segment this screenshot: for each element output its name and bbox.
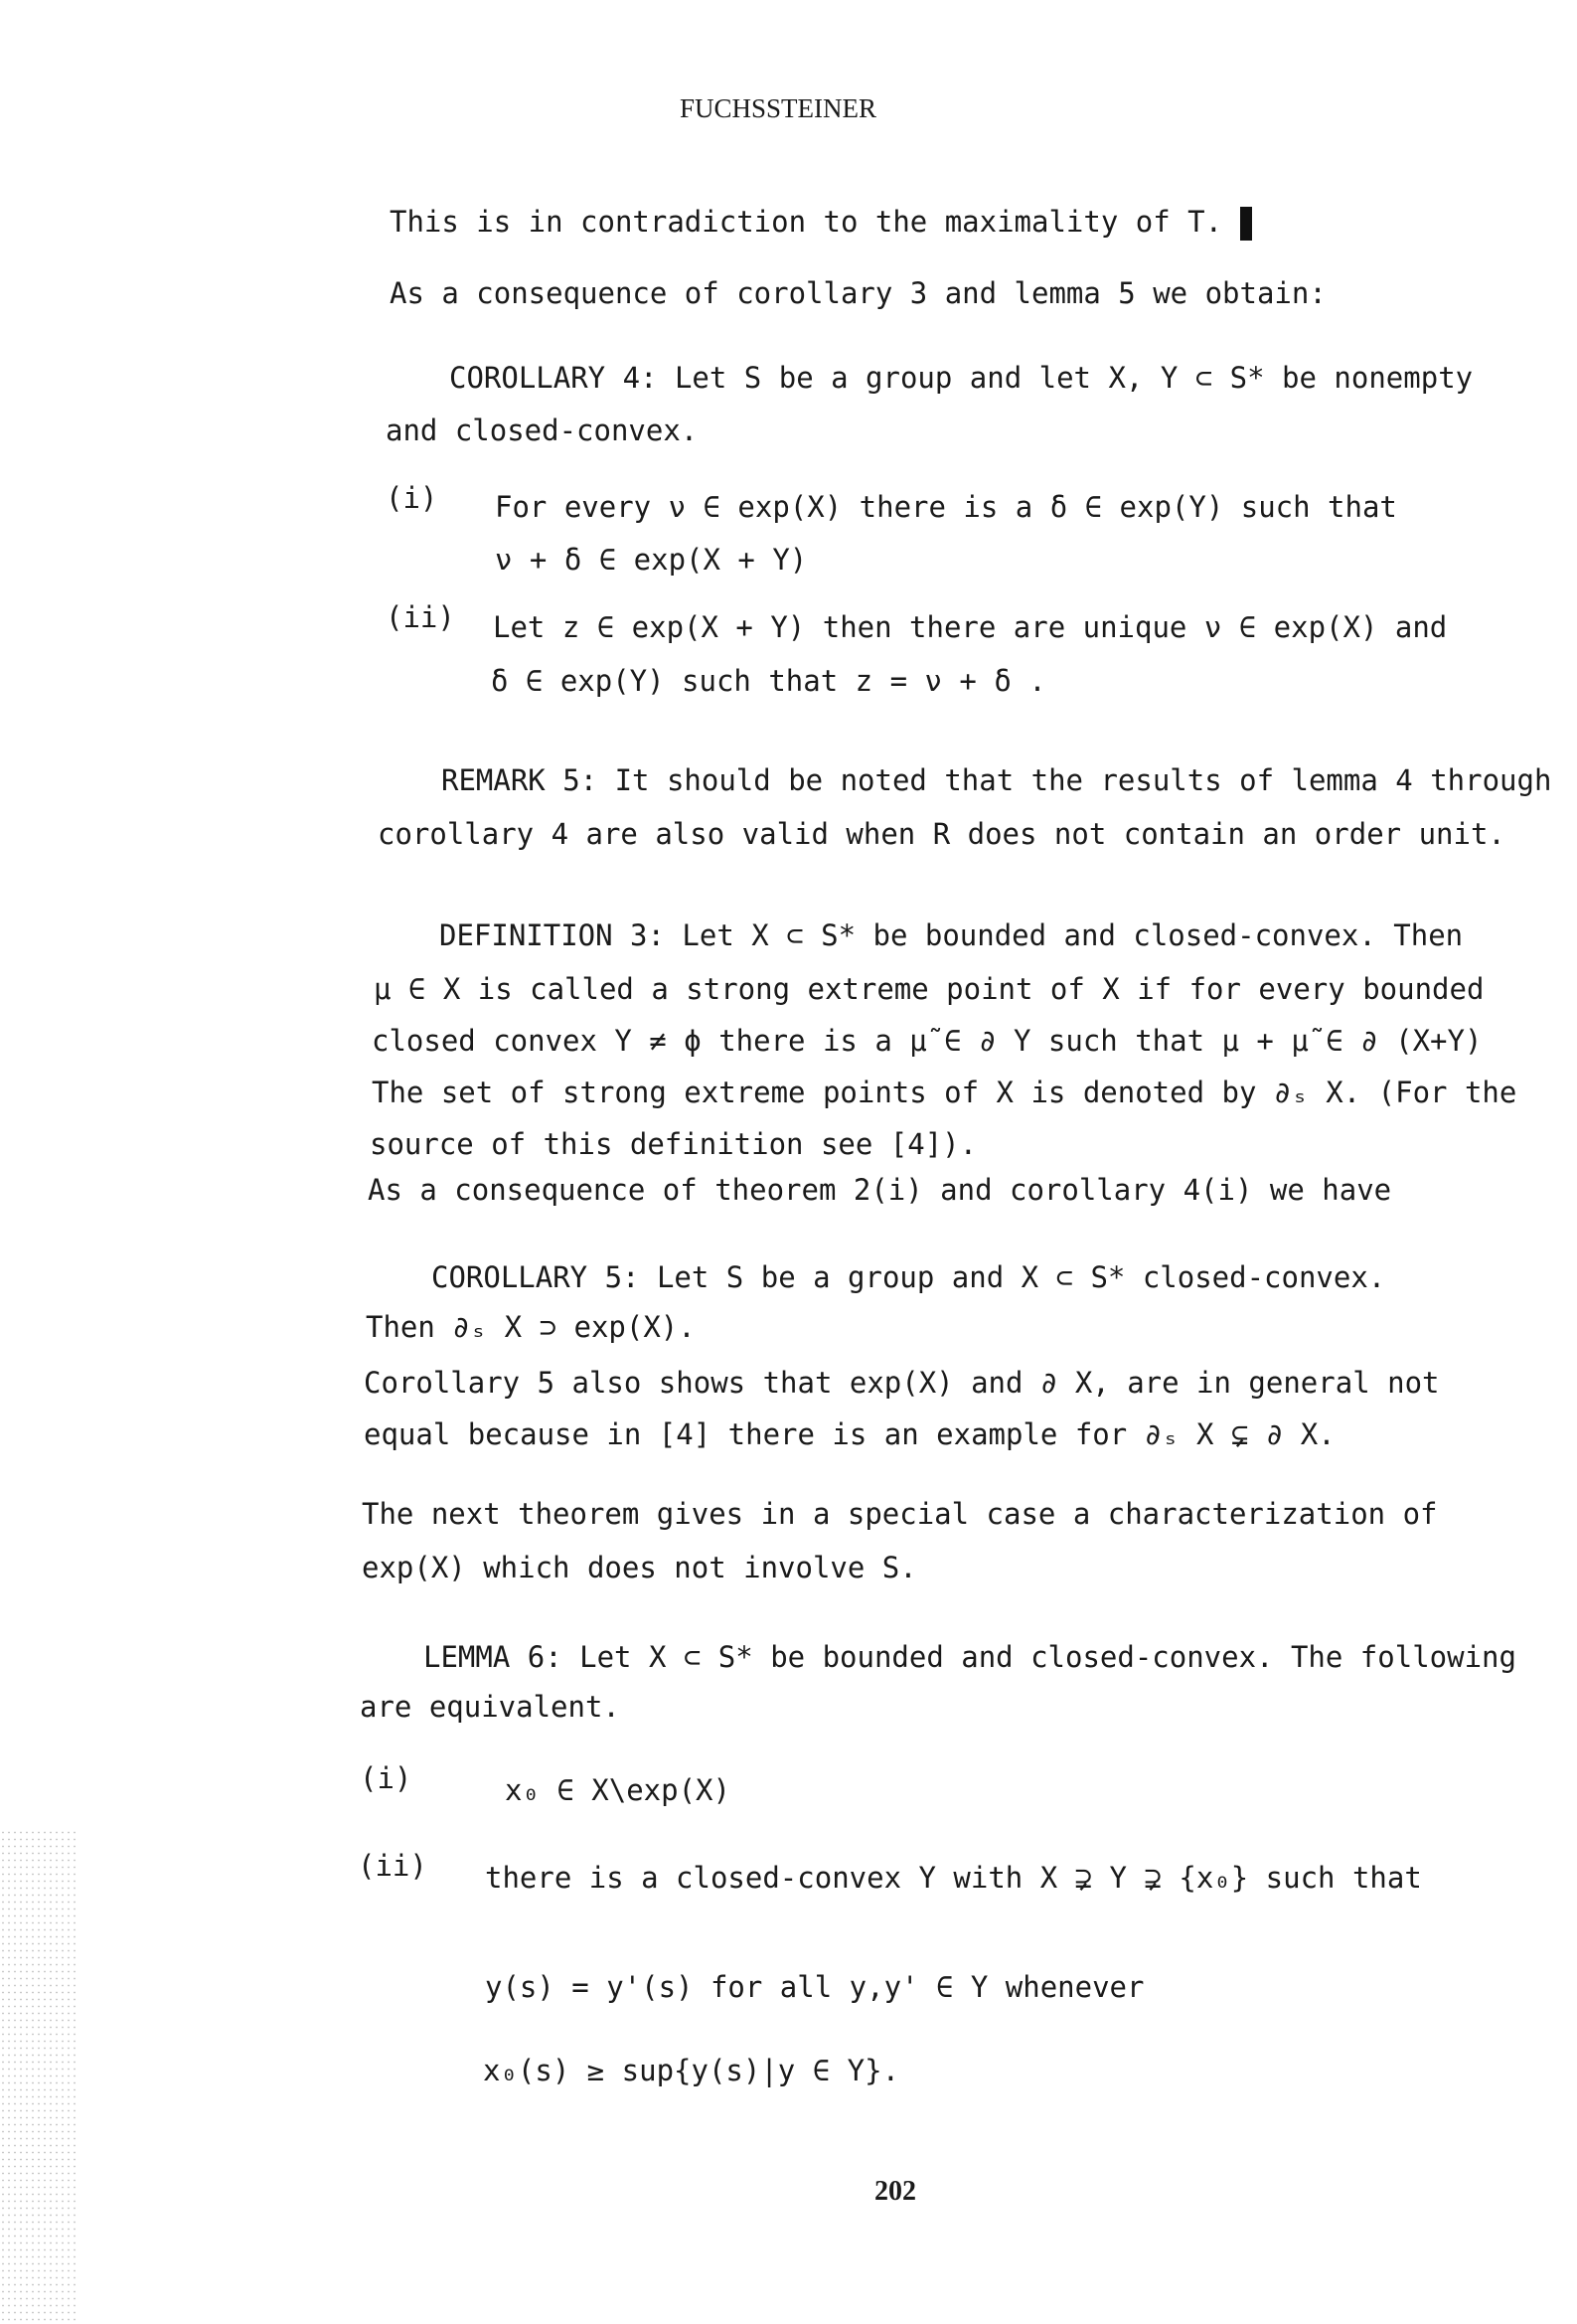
text-line: ν + δ ∈ exp(X + Y) [495,543,808,577]
text-line: Let z ∈ exp(X + Y) then there are unique ν ∈ exp(X) and [493,610,1448,644]
text-line: The set of strong extreme points of X is denoted by ∂ₛ X. (For the [372,1076,1517,1109]
text-line: μ ∈ X is called a strong extreme point of X if for every bounded [374,972,1485,1006]
qed-mark [1240,207,1252,241]
item-marker: (i) [360,1761,412,1795]
text-line: Then ∂ₛ X ⊃ exp(X). [366,1310,696,1344]
running-header: FUCHSSTEINER [680,93,877,123]
text-line: exp(X) which does not involve S. [362,1551,917,1584]
item-marker: (i) [386,481,438,515]
text-line: corollary 4 are also valid when R does not contain an order unit. [378,817,1505,851]
corollary-4-heading: COROLLARY 4: Let S be a group and let X, Y ⊂ S* be nonempty [449,361,1474,395]
item-marker: (ii) [386,600,455,634]
item-marker: (ii) [358,1849,427,1883]
text-line: there is a closed-convex Y with X ⊋ Y ⊋ {x₀} such that [485,1861,1422,1895]
text-line: are equivalent. [360,1690,620,1724]
text-line: source of this definition see [4]). [370,1127,978,1161]
text-line: δ ∈ exp(Y) such that z = ν + δ . [491,664,1046,698]
text-line: As a consequence of corollary 3 and lemma 5 we obtain: [390,276,1327,310]
lemma-6-heading: LEMMA 6: Let X ⊂ S* be bounded and closed-convex. The following [423,1640,1516,1674]
text-line: The next theorem gives in a special case a characterization of [362,1497,1438,1531]
remark-5: REMARK 5: It should be noted that the results of lemma 4 through [441,763,1552,797]
definition-3: DEFINITION 3: Let X ⊂ S* be bounded and closed-convex. Then [439,918,1464,952]
text-line: equal because in [4] there is an example for ∂ₛ X ⊊ ∂ X. [364,1417,1336,1451]
text-line: As a consequence of theorem 2(i) and corollary 4(i) we have [368,1173,1392,1207]
text-line: x₀ ∈ X\exp(X) [505,1773,730,1807]
text-line: y(s) = y'(s) for all y,y' ∈ Y whenever [485,1970,1145,2004]
text-line: closed convex Y ≠ ϕ there is a μ̃ ∈ ∂ Y such that μ + μ̃ ∈ ∂ (X+Y) [372,1024,1483,1058]
scan-noise [0,1829,79,2324]
text-line: This is in contradiction to the maximality of T. [390,205,1252,241]
page-number: 202 [874,2176,916,2207]
text-line: Corollary 5 also shows that exp(X) and ∂ X, are in general not [364,1366,1440,1400]
text-line: and closed-convex. [386,414,699,447]
text-line: For every ν ∈ exp(X) there is a δ ∈ exp(Y) such that [495,490,1397,524]
text-line: x₀(s) ≥ sup{y(s)|y ∈ Y}. [483,2054,900,2087]
corollary-5-heading: COROLLARY 5: Let S be a group and X ⊂ S* closed-convex. [431,1260,1386,1294]
